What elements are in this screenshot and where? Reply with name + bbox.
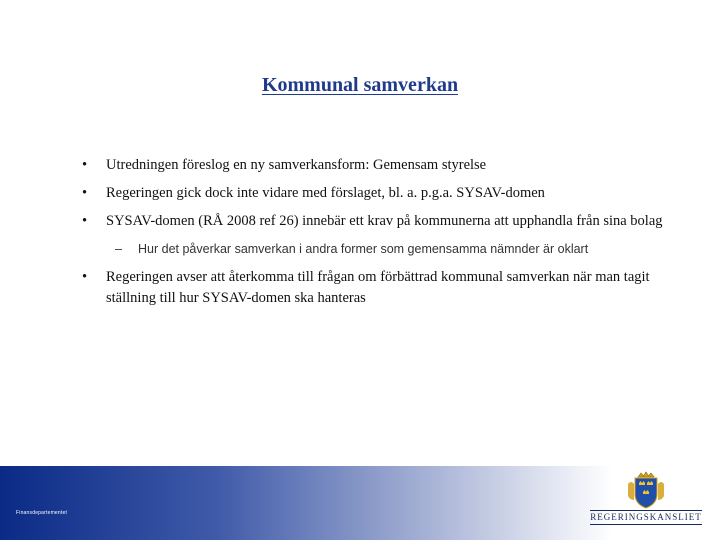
bullet-item bbox=[82, 211, 682, 232]
bullet-text: SYSAV-domen (RÅ 2008 ref 26) innebär ett krav på kommunerna att upphandla från sina bolag bbox=[106, 213, 663, 229]
bullet-marker: • bbox=[82, 157, 88, 173]
bullet-text: Utredningen föreslog en ny samverkansform: Gemensam styrelse bbox=[106, 157, 487, 173]
bullet-text: Regeringen gick dock inte vidare med förslaget, bl. a. p.g.a. SYSAV-domen bbox=[106, 185, 545, 201]
bullet-text: Regeringen avser att återkomma till frågan om förbättrad kommunal samverkan när man tagit ställning till hur SYSAV-domen ska hanteras bbox=[106, 269, 650, 306]
bullet-item bbox=[82, 183, 682, 204]
sub-bullet-text: Hur det påverkar samverkan i andra former som gemensamma nämnder är oklart bbox=[138, 242, 589, 256]
bullet-item bbox=[82, 267, 682, 309]
footer-department: Finansdepartementet bbox=[16, 510, 68, 516]
sub-bullet-item bbox=[82, 239, 682, 260]
bullet-list bbox=[82, 155, 682, 316]
bullet-item bbox=[82, 155, 682, 176]
bullet-marker: • bbox=[82, 269, 88, 285]
slide-title: Kommunal samverkan bbox=[261, 74, 459, 96]
bullet-marker: • bbox=[82, 213, 88, 229]
sub-bullet-marker: – bbox=[115, 242, 122, 256]
regeringskansliet-logo bbox=[588, 470, 704, 532]
logo-text: REGERINGSKANSLIET bbox=[590, 512, 702, 522]
bullet-marker: • bbox=[82, 185, 88, 201]
three-crowns-shield-icon bbox=[588, 470, 704, 510]
logo-rule-bottom bbox=[590, 524, 702, 525]
logo-rule-top bbox=[590, 510, 702, 511]
